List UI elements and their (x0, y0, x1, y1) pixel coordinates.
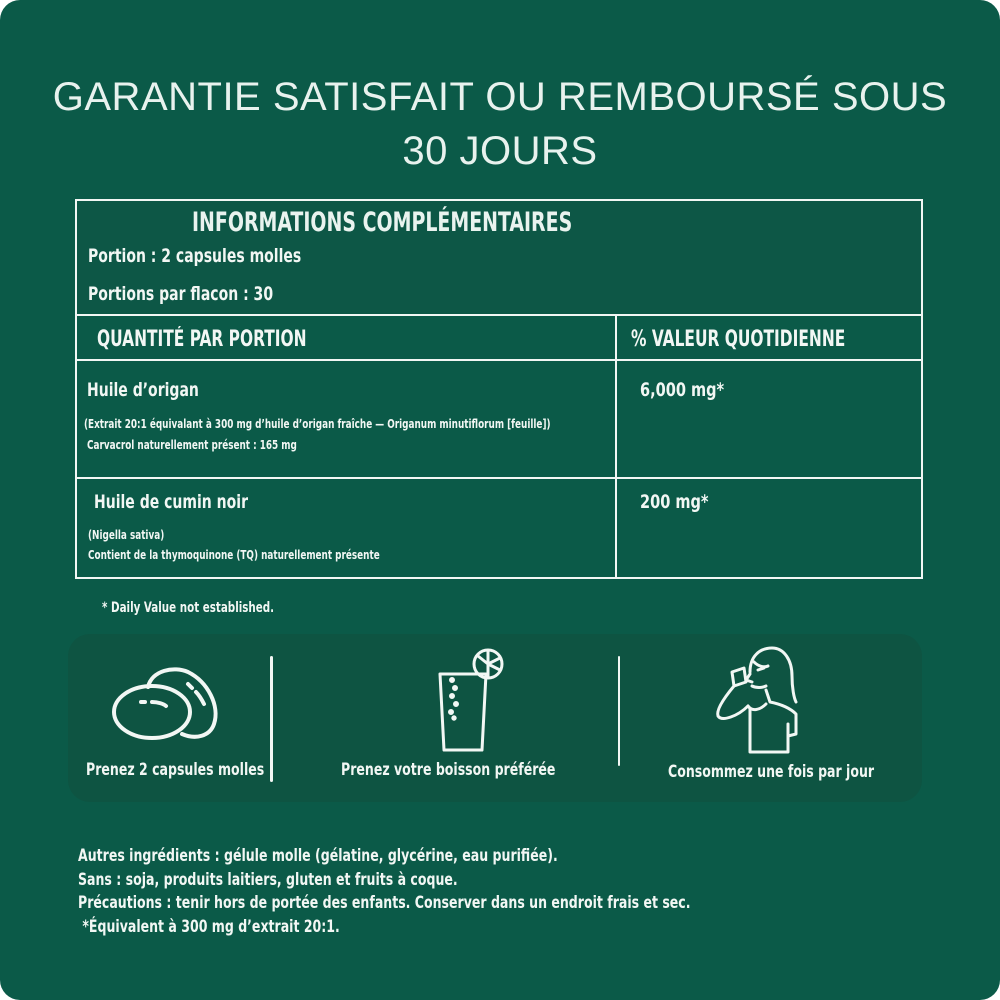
ingredient-detail: Carvacrol naturellement présent : 165 mg (87, 438, 297, 452)
supplement-facts-header (77, 201, 921, 316)
softgel-capsules-icon (108, 662, 220, 747)
table-header-row (77, 315, 921, 361)
column-header-daily-value: % VALEUR QUOTIDIENNE (631, 327, 846, 352)
other-ingredients-line: Autres ingrédients : gélule molle (gélatine, glycérine, eau purifiée). (78, 846, 558, 866)
column-header-amount: QUANTITÉ PAR PORTION (97, 327, 307, 352)
usage-steps-panel (68, 634, 922, 802)
other-ingredients-info (78, 845, 825, 939)
step-divider (618, 656, 620, 766)
person-drinking-icon (710, 644, 802, 761)
precautions-line: Précautions : tenir hors de portée des enfants. Conserver dans un endroit frais et sec. (78, 893, 691, 913)
guarantee-title (0, 70, 1000, 178)
daily-value-footnote: * Daily Value not established. (102, 600, 275, 616)
ingredient-daily-value: 200 mg* (640, 491, 709, 513)
step-label: Prenez 2 capsules molles (86, 760, 265, 780)
allergen-free-line: Sans : soja, produits laitiers, gluten et fruits à coque. (78, 869, 458, 890)
step-divider (270, 656, 273, 782)
ingredient-name: Huile d’origan (87, 379, 199, 401)
equivalence-note: *Équivalent à 300 mg d’extrait 20:1. (78, 916, 340, 937)
supplement-facts-title: INFORMATIONS COMPLÉMENTAIRES (192, 207, 573, 238)
serving-size: Portion : 2 capsules molles (88, 245, 302, 267)
ingredient-detail: (Nigella sativa) (88, 528, 165, 542)
step-label: Prenez votre boisson préférée (341, 760, 556, 780)
guarantee-title-line1: GARANTIE SATISFAIT OU REMBOURSÉ SOUS (52, 75, 948, 119)
servings-per-container: Portions par flacon : 30 (88, 283, 274, 305)
supplement-facts-table (75, 199, 923, 579)
drink-glass-icon (438, 646, 508, 759)
ingredient-daily-value: 6,000 mg* (640, 379, 725, 401)
guarantee-title-line2: 30 JOURS (402, 129, 598, 173)
ingredient-name: Huile de cumin noir (94, 491, 249, 513)
ingredient-detail: (Extrait 20:1 équivalant à 300 mg d’huile d’origan fraîche — Origanum minutiflorum [feuille]) (84, 417, 551, 431)
step-label: Consommez une fois par jour (668, 762, 875, 782)
table-row (77, 479, 921, 577)
ingredient-detail: Contient de la thymoquinone (TQ) naturellement présente (88, 548, 380, 562)
table-row (77, 361, 921, 479)
